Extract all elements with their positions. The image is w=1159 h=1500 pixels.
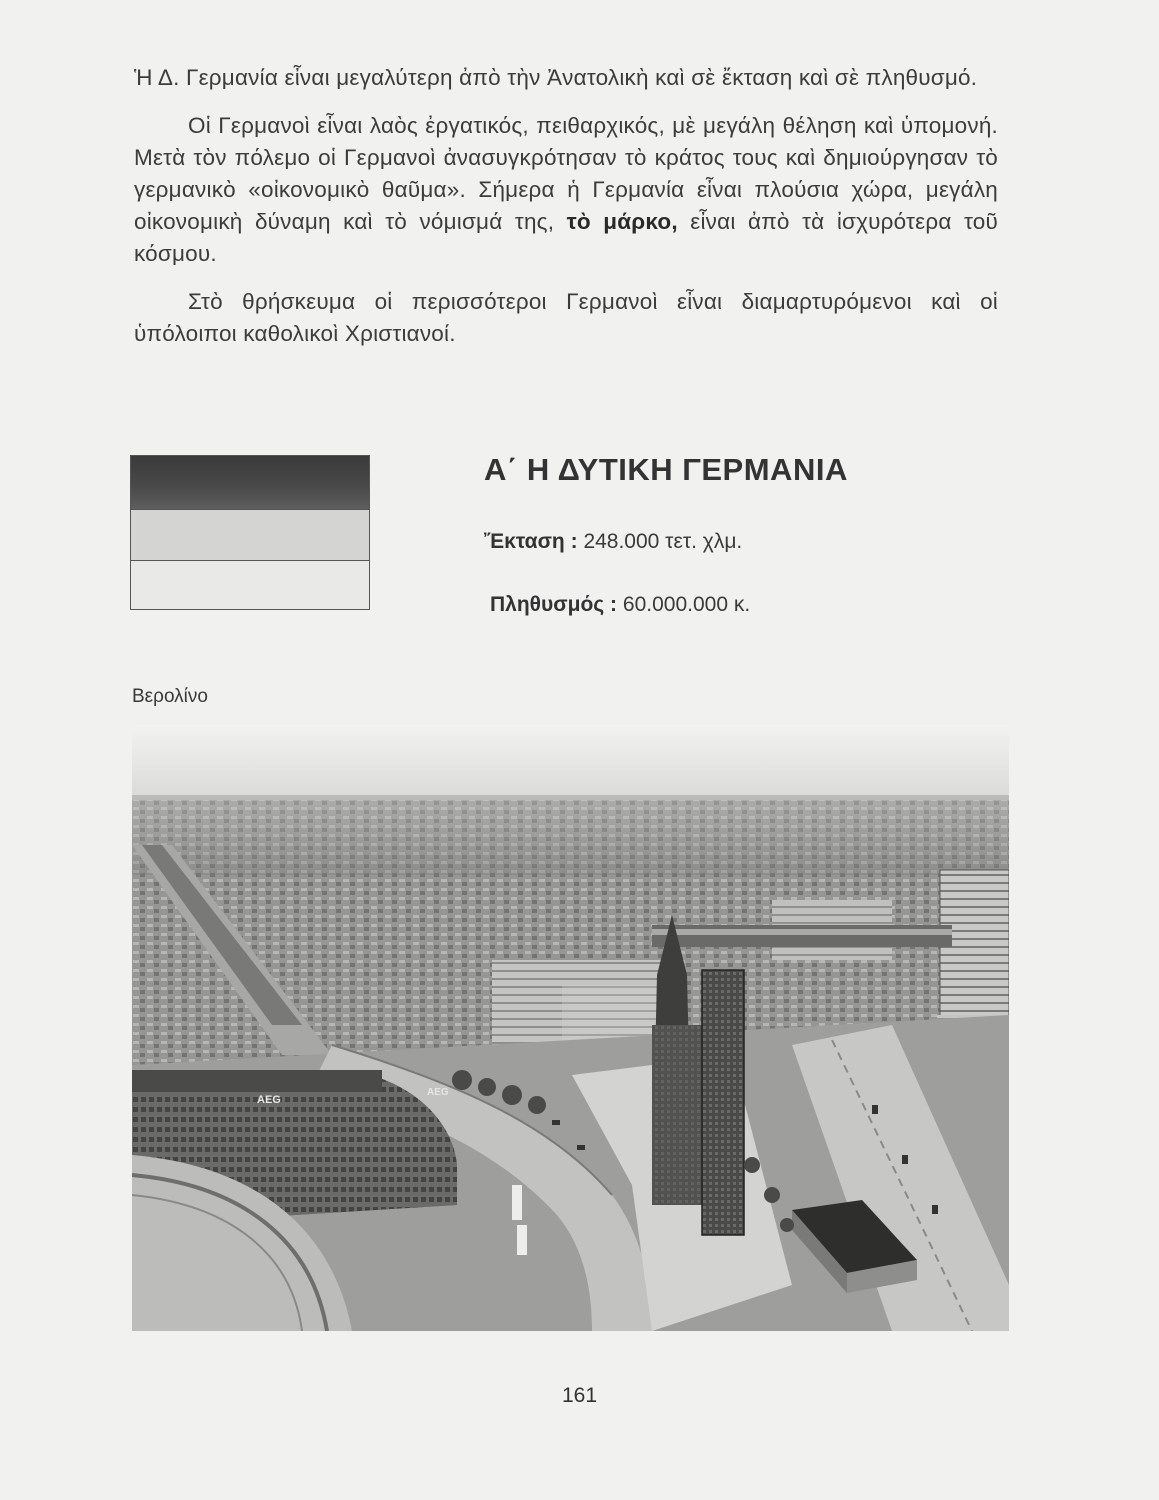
population-label: Πληθυσμός : <box>490 593 618 616</box>
berlin-aerial-illustration <box>132 725 1009 1331</box>
aeg-sign-right: AEG <box>427 1087 449 1098</box>
paragraph-2 <box>134 110 998 270</box>
fact-area <box>484 530 742 554</box>
paragraph-2-end: εἶναι ἀπὸ τὰ ἰσχυρότερα τοῦ κόσμου. <box>134 209 998 266</box>
fact-population <box>490 593 750 617</box>
aeg-sign: AEG <box>257 1094 281 1106</box>
area-value: 248.000 τετ. χλμ. <box>583 530 743 553</box>
flag-stripe-bottom <box>131 561 369 609</box>
page-number: 161 <box>561 1384 598 1407</box>
currency-bold: τὸ μάρκο, <box>566 209 678 234</box>
paragraph-1: Ἡ Δ. Γερμανία εἶναι μεγαλύτερη ἀπὸ τὴν Ἀνατολικὴ καὶ σὲ ἔκταση καὶ σὲ πληθυσμό. <box>134 65 978 90</box>
body-text <box>134 62 998 366</box>
paragraph-3: Στὸ θρήσκευμα οἱ περισσότεροι Γερμανοὶ εἶναι διαμαρτυρόμενοι καὶ οἱ ὑπόλοιποι καθολικοὶ Χριστιανοί. <box>134 289 998 346</box>
paragraph-2-text: Οἱ Γερμανοὶ εἶναι λαὸς ἐργατικός, πειθαρχικός, μὲ μεγάλη θέληση καὶ ὑπομονή. Μετὰ τὸν πόλεμο οἱ Γερμανοὶ ἀνασυγκρότησαν τὸ κράτος τους καὶ δημιούργησαν τὸ γερμανικὸ «οἰκονομικὸ θαῦμα». Σήμερα ἡ Γερμανία εἶναι πλούσια χώρα, μεγάλη οἰκονομικὴ δύναμη καὶ τὸ νόμισμά της, <box>134 113 998 234</box>
flag-stripe-middle <box>131 509 369 561</box>
berlin-photo <box>132 725 1009 1331</box>
flag-stripe-top <box>131 456 369 509</box>
flag-west-germany <box>130 455 370 610</box>
population-value: 60.000.000 κ. <box>622 593 751 616</box>
area-label: Ἔκταση : <box>484 530 578 553</box>
section-title: Α΄ Η ΔΥΤΙΚΗ ΓΕΡΜΑΝΙΑ <box>484 452 848 487</box>
photo-caption: Βερολίνο <box>132 686 208 707</box>
